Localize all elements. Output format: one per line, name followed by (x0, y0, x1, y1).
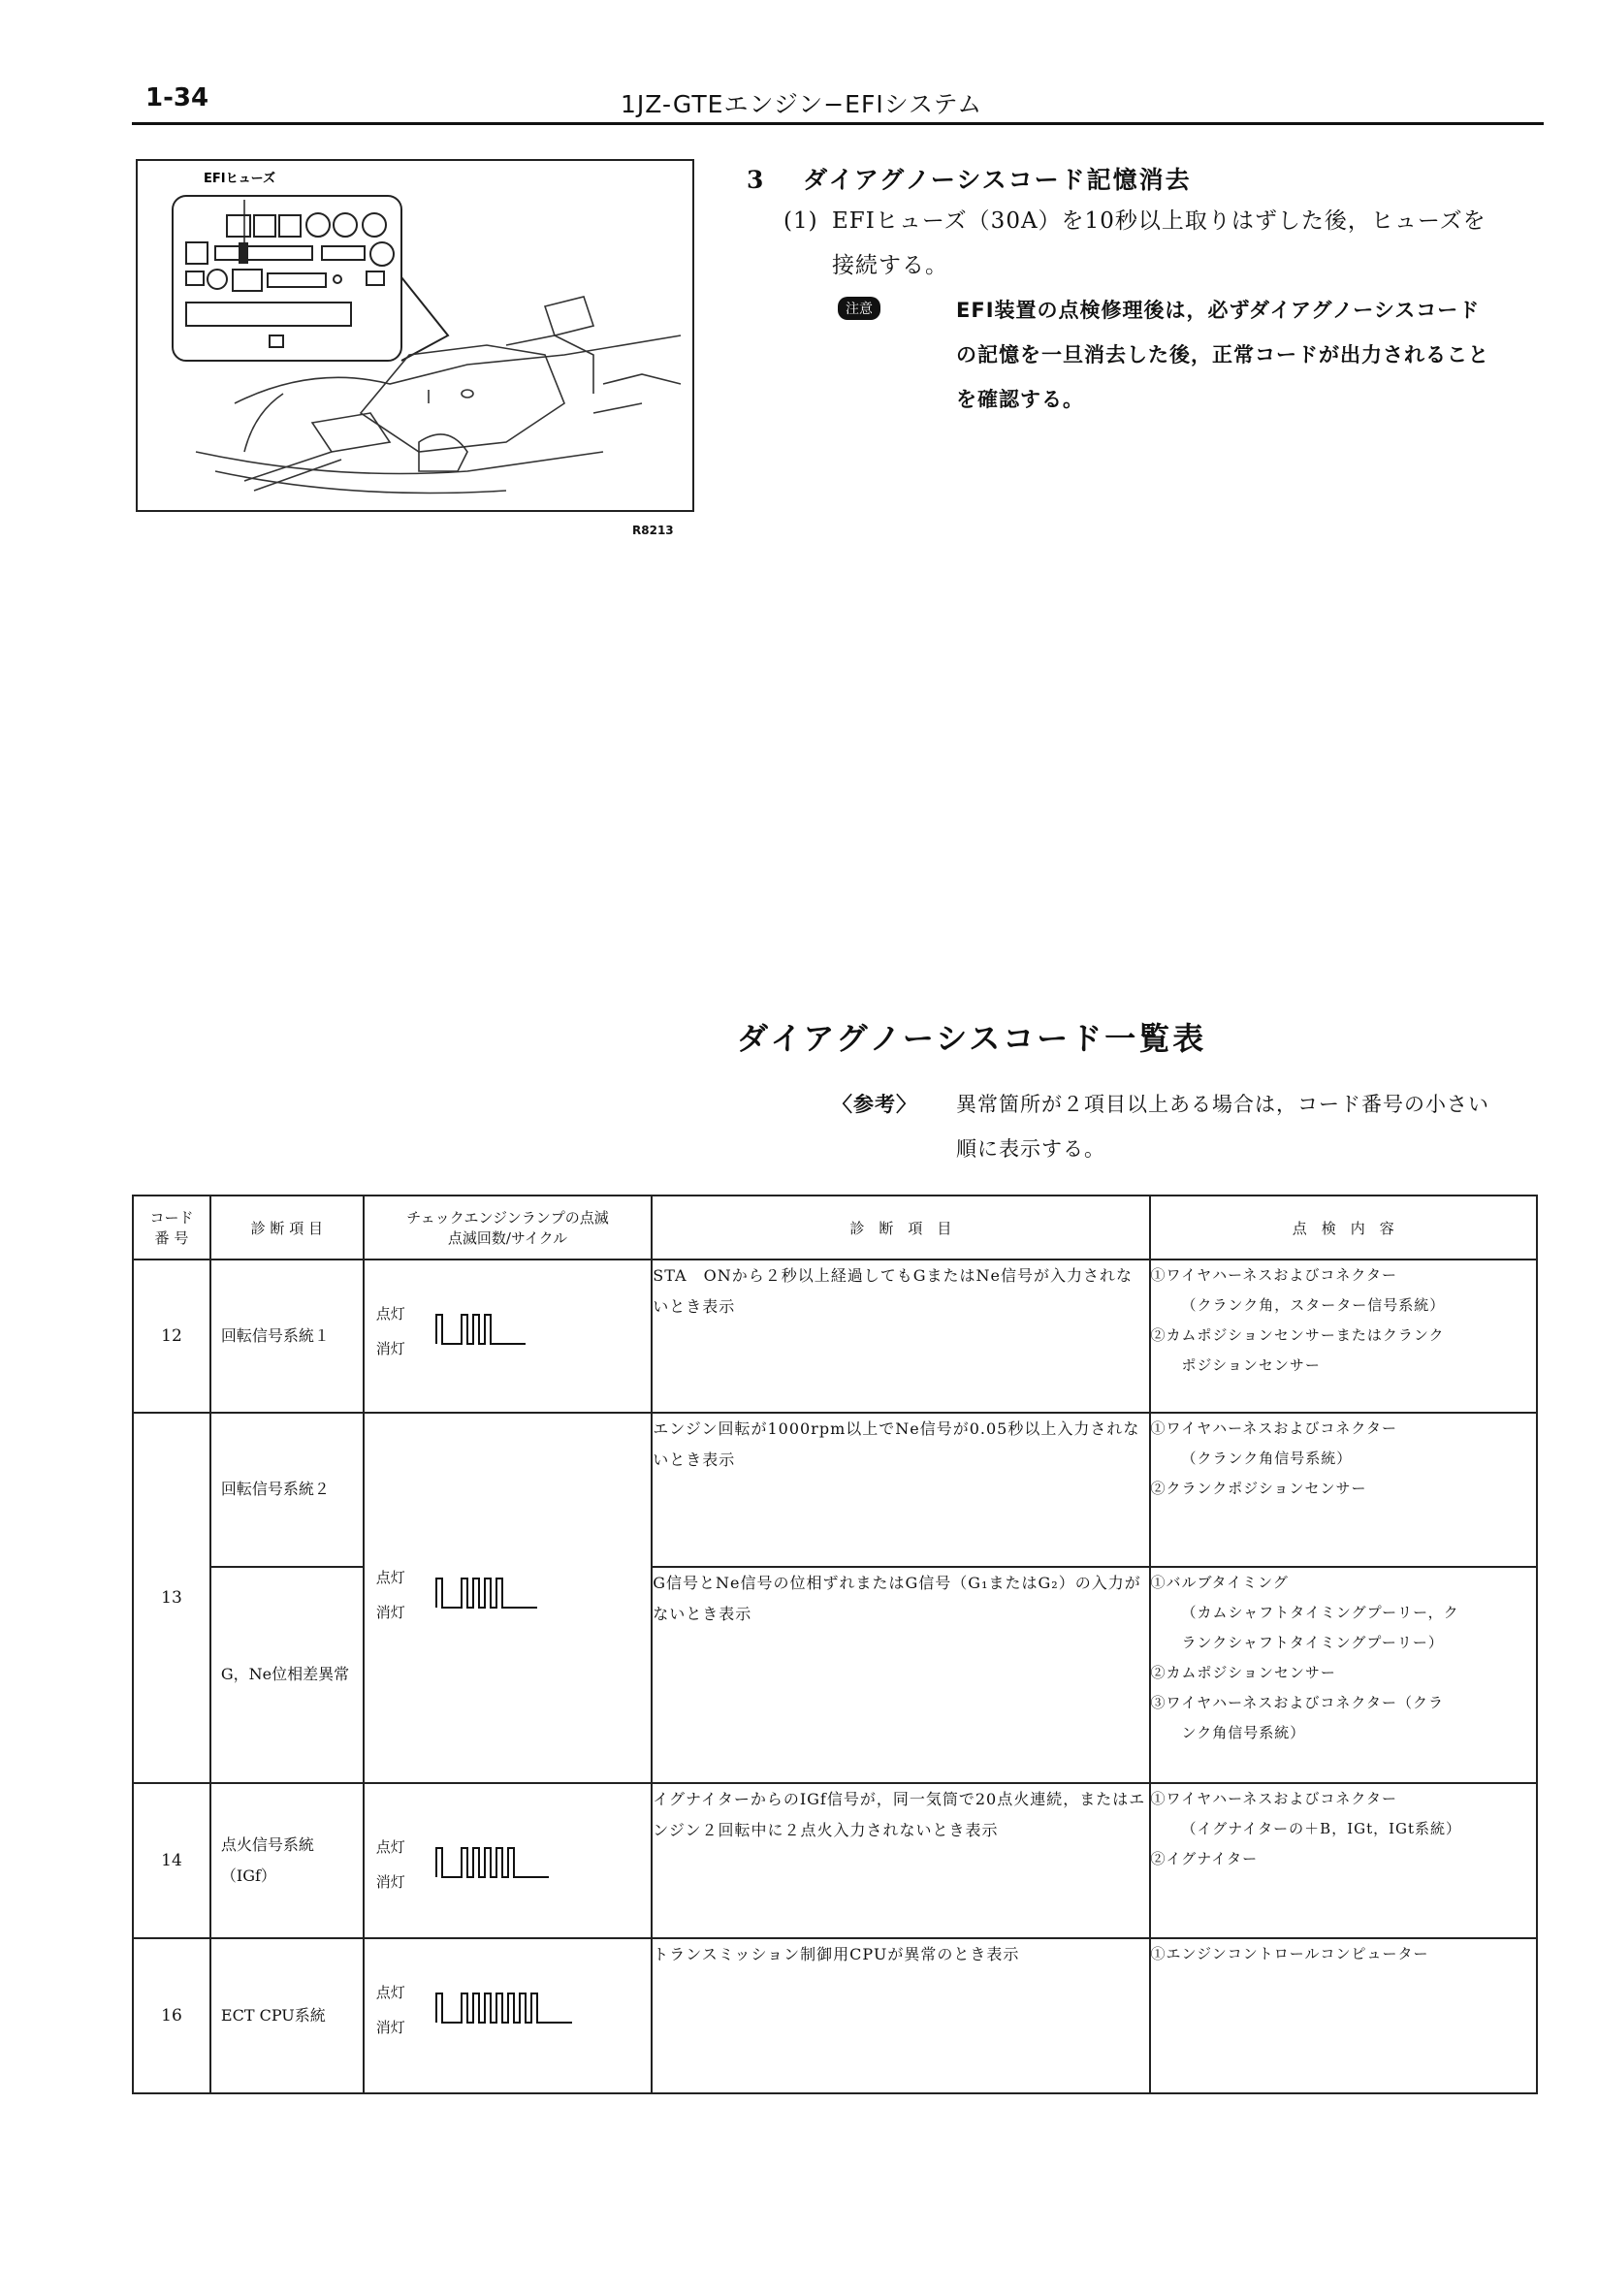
section-title: ダイアグノーシスコード記憶消去 (803, 166, 1192, 194)
lamp-on-label: 点灯 (375, 1838, 405, 1856)
header-diagnosis: 診 断 項 目 (652, 1196, 1149, 1260)
table-row (133, 1260, 1537, 1413)
check-item: ①ワイヤハーネスおよびコネクター (1150, 1419, 1398, 1437)
inspection-list (1150, 1413, 1537, 1567)
check-item: ①ワイヤハーネスおよびコネクター (1150, 1790, 1398, 1807)
table-header-row (133, 1196, 1537, 1260)
lamp-on-label: 点灯 (375, 1569, 405, 1586)
check-item: ランクシャフトタイミングプーリー） (1181, 1633, 1444, 1651)
check-item: ②カムポジションセンサーまたはクランク (1150, 1326, 1445, 1344)
check-item: ③ワイヤハーネスおよびコネクター（クラ (1150, 1693, 1445, 1711)
inspection-list (1150, 1938, 1537, 2093)
table-title: ダイアグノーシスコード一覧表 (737, 1020, 1207, 1057)
diag-description: G信号とNe信号の位相ずれまたはG信号（G₁またはG₂）の入力がないとき表示 (652, 1567, 1149, 1783)
waveform-line (436, 1315, 526, 1344)
figure-code: R8213 (632, 524, 674, 537)
caution-line-2: の記憶を一旦消去した後，正常コードが出力されること (956, 343, 1489, 367)
table-row (133, 1938, 1537, 2093)
lamp-pattern-cell (364, 1783, 653, 1938)
step-line-1: EFIヒューズ（30A）を10秒以上取りはずした後，ヒューズを (832, 208, 1486, 234)
header-code (133, 1196, 210, 1260)
check-item: ②クランクポジションセンサー (1150, 1480, 1367, 1497)
diag-item: G，Ne位相差異常 (210, 1567, 364, 1783)
diag-item: 回転信号系統１ (210, 1260, 364, 1413)
caution-badge-wrap (838, 297, 880, 320)
lamp-off-label: 消灯 (375, 2019, 405, 2036)
reference-line-2: 順に表示する。 (956, 1137, 1105, 1161)
waveform-line (436, 1993, 572, 2023)
lamp-pattern-cell (364, 1260, 653, 1413)
code-number: 12 (133, 1260, 210, 1413)
reference-line-1: 異常箇所が２項目以上ある場合は，コード番号の小さい (956, 1093, 1489, 1116)
fuse-box-figure (136, 159, 694, 512)
lamp-on-label: 点灯 (375, 1984, 405, 2001)
table-row (133, 1413, 1537, 1567)
engine-bay-illustration (138, 161, 692, 510)
table-row (133, 1783, 1537, 1938)
caution-line-3: を確認する。 (956, 388, 1084, 411)
lamp-off-label: 消灯 (375, 1604, 405, 1621)
check-item: ①バルブタイミング (1150, 1573, 1289, 1591)
lamp-pattern-cell (364, 1938, 653, 2093)
check-item: ンク角信号系統） (1181, 1723, 1306, 1741)
code-number: 13 (133, 1413, 210, 1783)
reference-label: 〈参考〉 (832, 1092, 917, 1116)
efi-fuse-label: EFIヒューズ (204, 172, 275, 186)
diag-description: STA ONから２秒以上経過してもGまたはNe信号が入力されないとき表示 (652, 1260, 1149, 1413)
diag-item: 回転信号系統２ (210, 1413, 364, 1567)
table-row (133, 1567, 1537, 1783)
step-line-2: 接続する。 (832, 253, 948, 278)
caution-line-1: EFI装置の点検修理後は，必ずダイアグノーシスコード (956, 299, 1481, 322)
diag-description: エンジン回転が1000rpm以上でNe信号が0.05秒以上入力されないとき表示 (652, 1413, 1149, 1567)
lamp-on-label: 点灯 (375, 1305, 405, 1323)
blink-waveform (432, 1569, 626, 1627)
header-code-line-1: コード (149, 1209, 194, 1227)
inspection-list (1150, 1260, 1537, 1413)
header-lamp-line-1: チェックエンジンランプの点滅 (406, 1209, 609, 1227)
check-item: ②イグナイター (1150, 1850, 1259, 1867)
check-item: （クランク角信号系統） (1181, 1450, 1353, 1467)
check-item: ①ワイヤハーネスおよびコネクター (1150, 1266, 1398, 1284)
lamp-off-label: 消灯 (375, 1873, 405, 1891)
check-item: ポジションセンサー (1181, 1356, 1321, 1374)
check-item: （カムシャフトタイミングプーリー，ク (1181, 1603, 1459, 1621)
section-number: 3 (747, 166, 766, 194)
lamp-off-label: 消灯 (375, 1340, 405, 1357)
caution-badge: 注意 (838, 297, 880, 320)
diag-item: 点火信号系統（IGf） (210, 1783, 364, 1938)
diag-item: ECT CPU系統 (210, 1938, 364, 2093)
diag-description: イグナイターからのIGf信号が，同一気筒で20点火連続，またはエンジン２回転中に２点火入力されないとき表示 (652, 1783, 1149, 1938)
page-number: 1-34 (145, 83, 209, 112)
check-item: （イグナイターの＋B，IGt，IGt系統） (1181, 1820, 1462, 1837)
header-lamp-line-2: 点滅回数/サイクル (447, 1229, 568, 1247)
diagnosis-code-table (132, 1195, 1538, 2094)
code-number: 16 (133, 1938, 210, 2093)
header-lamp (364, 1196, 653, 1260)
waveform-line (436, 1578, 537, 1608)
check-item: （クランク角，スターター信号系統） (1181, 1296, 1446, 1314)
check-item: ①エンジンコントロールコンピューター (1150, 1945, 1429, 1962)
section-heading (747, 161, 1192, 196)
blink-waveform (432, 1984, 626, 2042)
efi-fuse-highlight (239, 242, 248, 264)
blink-waveform (432, 1305, 626, 1363)
header-item: 診 断 項 目 (210, 1196, 364, 1260)
running-title: 1JZ-GTEエンジン−EFIシステム (621, 90, 983, 118)
waveform-line (436, 1848, 549, 1877)
blink-waveform (432, 1838, 626, 1897)
header-inspection: 点 検 内 容 (1150, 1196, 1537, 1260)
inspection-list (1150, 1783, 1537, 1938)
lamp-pattern-cell (364, 1413, 653, 1783)
step-number: (1) (783, 208, 818, 234)
check-item: ②カムポジションセンサー (1150, 1663, 1336, 1681)
code-number: 14 (133, 1783, 210, 1938)
inspection-list (1150, 1567, 1537, 1783)
header-rule (132, 122, 1544, 125)
diag-description: トランスミッション制御用CPUが異常のとき表示 (652, 1938, 1149, 2093)
header-code-line-2: 番 号 (154, 1229, 189, 1247)
